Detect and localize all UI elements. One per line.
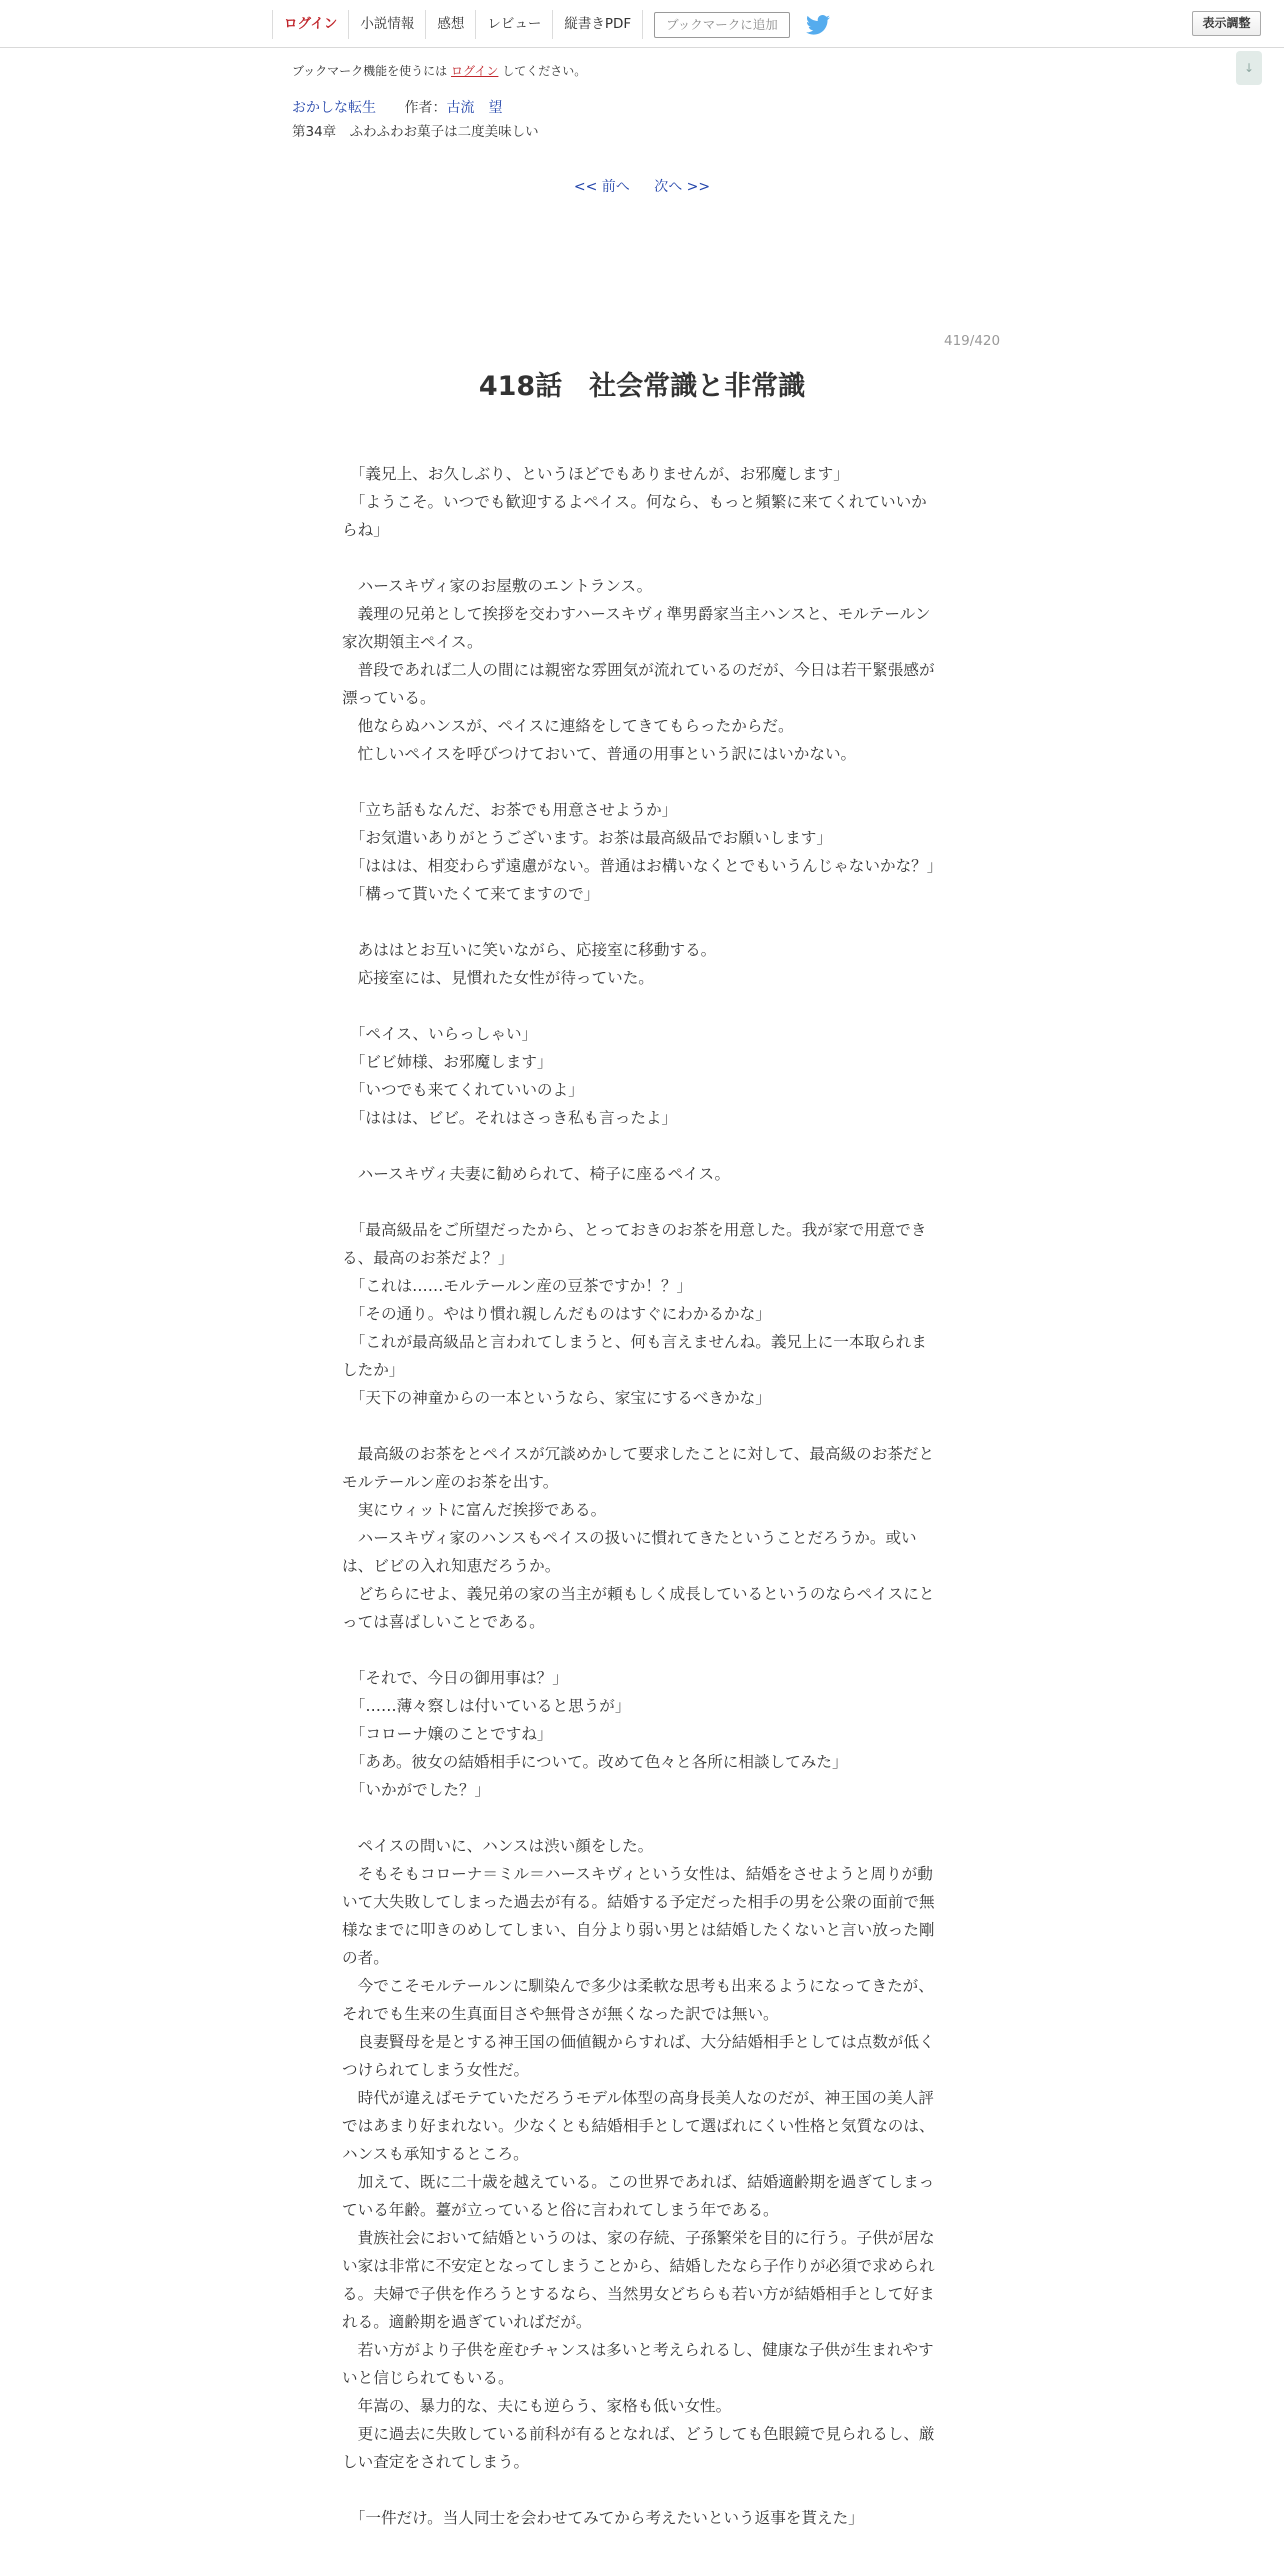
body-paragraph: 「それで、今日の御用事は？」 [342, 1669, 568, 1687]
body-paragraph: 「お気遣いありがとうございます。お茶は最高級品でお願いします」 [342, 829, 832, 847]
body-paragraph: 「ペイス、いらっしゃい」 [342, 1025, 538, 1043]
blank-line [342, 544, 942, 572]
nav-novel-info[interactable]: 小説情報 [348, 10, 425, 39]
body-paragraph: 今でこそモルテールンに馴染んで多少は柔軟な思考も出来るようになってきたが、それでも生来の生真面目さや無骨さが無くなった訳では無い。 [342, 1977, 934, 2023]
body-paragraph: 「一件だけ。当人同士を会わせてみてから考えたいという返事を貰えた」 [342, 2509, 864, 2527]
novel-info-line [292, 97, 502, 117]
body-paragraph: 若い方がより子供を産むチャンスは多いと考えられるし、健康な子供が生まれやすいと信じられてもいる。 [342, 2341, 934, 2387]
episode-title: 418話 社会常識と非常識 [478, 371, 806, 402]
nav-review[interactable]: レビュー [475, 10, 552, 39]
body-paragraph: 「ははは、ビビ。それはさっき私も言ったよ」 [342, 1109, 678, 1127]
bookmark-note-after: してください。 [502, 64, 587, 78]
nav-login[interactable]: ログイン [272, 10, 348, 39]
body-paragraph: 「いかがでした？」 [342, 1781, 491, 1799]
scroll-down-icon[interactable]: ↓ [1236, 51, 1262, 85]
body-paragraph: 「ははは、相変わらず遠慮がない。普通はお構いなくとでもいうんじゃないかな？」 [342, 857, 943, 875]
blank-line [342, 1804, 942, 1832]
body-paragraph: 良妻賢母を是とする神王国の価値観からすれば、大分結婚相手としては点数が低くつけられてしまう女性だ。 [342, 2033, 935, 2079]
body-paragraph: 「最高級品をご所望だったから、とっておきのお茶を用意した。我が家で用意できる、最高のお茶だよ？」 [342, 1221, 927, 1267]
blank-line [342, 768, 942, 796]
body-paragraph: 貴族社会において結婚というのは、家の存続、子孫繁栄を目的に行う。子供が居ない家は非常に不安定となってしまうことから、結婚したなら子作りが必須で求められる。夫婦で子供を作ろうとするなら、当然男女どちらも若い方が結婚相手として好まれる。適齢期を過ぎていればだが。 [342, 2229, 935, 2331]
main-nav [272, 10, 830, 39]
body-paragraph: 他ならぬハンスが、ペイスに連絡をしてきてもらったからだ。 [342, 717, 794, 735]
body-paragraph: 「コローナ嬢のことですね」 [342, 1725, 553, 1743]
body-paragraph: 「立ち話もなんだ、お茶でも用意させようか」 [342, 801, 678, 819]
body-paragraph: ハースキヴィ夫妻に勧められて、椅子に座るペイス。 [342, 1165, 731, 1183]
nav-vertical-pdf[interactable]: 縦書きPDF [552, 10, 643, 39]
body-paragraph: 「義兄上、お久しぶり、というほどでもありませんが、お邪魔します」 [342, 465, 849, 483]
top-bar [0, 0, 1284, 48]
novel-body [342, 460, 942, 2532]
bookmark-login-link[interactable]: ログイン [451, 64, 499, 78]
chapter-title: 第34章 ふわふわお菓子は二度美味しい [292, 124, 539, 140]
body-paragraph: 「ビビ姉様、お邪魔します」 [342, 1053, 553, 1071]
page-number: 419/420 [944, 333, 1001, 349]
display-settings-button[interactable]: 表示調整 [1192, 11, 1261, 36]
blank-line [342, 1132, 942, 1160]
body-paragraph: どちらにせよ、義兄弟の家の当主が頼もしく成長しているというのならペイスにとっては喜ばしいことである。 [342, 1585, 935, 1631]
add-bookmark-button[interactable]: ブックマークに追加 [654, 12, 790, 38]
body-paragraph: 「これは……モルテールン産の豆茶ですか！？」 [342, 1277, 693, 1295]
body-paragraph: 応接室には、見慣れた女性が待っていた。 [342, 969, 654, 987]
next-link[interactable]: 次へ >> [654, 179, 711, 195]
prev-link[interactable]: << 前へ [573, 179, 630, 195]
blank-line [342, 1412, 942, 1440]
body-paragraph: 最高級のお茶をとペイスが冗談めかして要求したことに対して、最高級のお茶だとモルテールン産のお茶を出す。 [342, 1445, 935, 1491]
body-paragraph: 更に過去に失敗している前科が有るとなれば、どうしても色眼鏡で見られるし、厳しい査定をされてしまう。 [342, 2425, 935, 2471]
body-paragraph: 普段であれば二人の間には親密な雰囲気が流れているのだが、今日は若干緊張感が漂っている。 [342, 661, 935, 707]
body-paragraph: 「……薄々察しは付いていると思うが」 [342, 1697, 631, 1715]
body-paragraph: 加えて、既に二十歳を越えている。この世界であれば、結婚適齢期を過ぎてしまっている年齢。薹が立っていると俗に言われてしまう年である。 [342, 2173, 935, 2219]
body-paragraph: 時代が違えばモテていただろうモデル体型の高身長美人なのだが、神王国の美人評ではあまり好まれない。少なくとも結婚相手として選ばれにくい性格と気質なのは、ハンスも承知するところ。 [342, 2089, 935, 2163]
nav-impressions[interactable]: 感想 [425, 10, 475, 39]
body-paragraph: ハースキヴィ家のお屋敷のエントランス。 [342, 577, 653, 595]
bookmark-note [292, 62, 586, 79]
pager [0, 176, 1284, 196]
body-paragraph: あははとお互いに笑いながら、応接室に移動する。 [342, 941, 717, 959]
body-paragraph: ペイスの問いに、ハンスは渋い顔をした。 [342, 1837, 654, 1855]
twitter-bird-icon[interactable] [806, 15, 830, 35]
body-paragraph: そもそもコローナ＝ミル＝ハースキヴィという女性は、結婚をさせようと周りが動いて大失敗してしまった過去が有る。結婚する予定だった相手の男を公衆の面前で無様なまでに叩きのめしてしまい、自分より弱い男とは結婚したくないと言い放った剛の者。 [342, 1865, 935, 1967]
blank-line [342, 992, 942, 1020]
body-paragraph: 「ああ。彼女の結婚相手について。改めて色々と各所に相談してみた」 [342, 1753, 848, 1771]
blank-line [342, 908, 942, 936]
blank-line [342, 2476, 942, 2504]
body-paragraph: 年嵩の、暴力的な、夫にも逆らう、家格も低い女性。 [342, 2397, 732, 2415]
author-label: 作者： [404, 100, 447, 116]
author-link[interactable]: 古流 望 [446, 100, 503, 116]
body-paragraph: 義理の兄弟として挨拶を交わすハースキヴィ準男爵家当主ハンスと、モルテールン家次期領主ペイス。 [342, 605, 931, 651]
body-paragraph: 「これが最高級品と言われてしまうと、何も言えませんね。義兄上に一本取られましたか」 [342, 1333, 927, 1379]
body-paragraph: 「その通り。やはり慣れ親しんだものはすぐにわかるかな」 [342, 1305, 771, 1323]
blank-line [342, 1188, 942, 1216]
body-paragraph: ハースキヴィ家のハンスもペイスの扱いに慣れてきたということだろうか。或いは、ビビの入れ知恵だろうか。 [342, 1529, 917, 1575]
bookmark-note-before: ブックマーク機能を使うには [292, 64, 448, 78]
blank-line [342, 1636, 942, 1664]
body-paragraph: 「いつでも来てくれていいのよ」 [342, 1081, 584, 1099]
body-paragraph: 「構って貰いたくて来てますので」 [342, 885, 600, 903]
body-paragraph: 「ようこそ。いつでも歓迎するよペイス。何なら、もっと頻繁に来てくれていいからね」 [342, 493, 927, 539]
body-paragraph: 「天下の神童からの一本というなら、家宝にするべきかな」 [342, 1389, 771, 1407]
body-paragraph: 実にウィットに富んだ挨拶である。 [342, 1501, 607, 1519]
body-paragraph: 忙しいペイスを呼びつけておいて、普通の用事という訳にはいかない。 [342, 745, 857, 763]
novel-title-link[interactable]: おかしな転生 [292, 100, 376, 116]
